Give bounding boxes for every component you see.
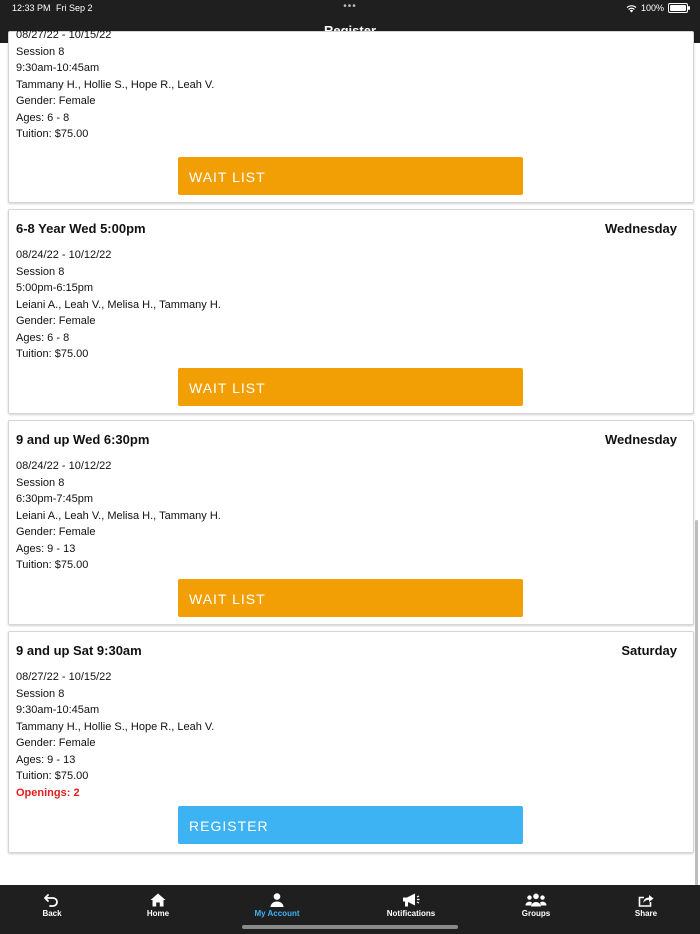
- class-session: Session 8: [16, 45, 65, 58]
- tab-label: Back: [42, 909, 62, 918]
- class-list[interactable]: [0, 29, 700, 885]
- class-gender: Gender: Female: [16, 526, 96, 538]
- class-tuition: Tuition: $75.00: [16, 770, 89, 782]
- class-details: [16, 669, 214, 801]
- tab-home[interactable]: [132, 885, 184, 934]
- status-date: Fri Sep 2: [56, 3, 93, 13]
- class-tuition: Tuition: $75.00: [16, 348, 89, 360]
- class-card: [8, 31, 694, 203]
- class-gender: Gender: Female: [16, 315, 96, 327]
- tab-label: Home: [146, 909, 170, 918]
- class-gender: Gender: Female: [16, 737, 96, 749]
- class-time: 6:30pm-7:45pm: [16, 493, 94, 505]
- home-indicator[interactable]: [242, 925, 458, 929]
- class-session: Session 8: [16, 265, 65, 278]
- class-time: 9:30am-10:45am: [16, 62, 100, 74]
- class-ages: Ages: 9 - 13: [16, 542, 76, 555]
- class-title: 9 and up Sat 9:30am: [16, 643, 142, 658]
- tab-share[interactable]: [620, 885, 672, 934]
- class-dates: 08/27/22 - 10/15/22: [16, 29, 112, 41]
- tab-label: My Account: [254, 909, 300, 918]
- class-instructors: Leiani A., Leah V., Melisa H., Tammany H.: [16, 298, 221, 311]
- wait-list-button[interactable]: WAIT LIST: [178, 579, 523, 617]
- class-instructors: Leiani A., Leah V., Melisa H., Tammany H.: [16, 509, 221, 522]
- groups-icon: [525, 893, 547, 907]
- user-icon: [269, 893, 285, 907]
- class-session: Session 8: [16, 476, 65, 489]
- tab-label: Notifications: [386, 909, 436, 918]
- status-time: 12:33 PM: [12, 3, 51, 13]
- megaphone-icon: [402, 893, 420, 907]
- class-details: [16, 247, 221, 363]
- battery-icon: [668, 3, 688, 13]
- wait-list-button[interactable]: WAIT LIST: [178, 157, 523, 195]
- tab-label: Groups: [521, 909, 551, 918]
- class-details: [16, 27, 214, 143]
- class-dates: 08/24/22 - 10/12/22: [16, 249, 112, 261]
- class-session: Session 8: [16, 687, 65, 700]
- multitasking-dots[interactable]: •••: [343, 1, 357, 12]
- status-right: [626, 3, 688, 13]
- class-instructors: Tammany H., Hollie S., Hope R., Leah V.: [16, 720, 215, 733]
- tab-groups[interactable]: [510, 885, 562, 934]
- class-card: [8, 209, 694, 414]
- class-gender: Gender: Female: [16, 95, 96, 107]
- class-dates: 08/24/22 - 10/12/22: [16, 460, 112, 472]
- class-details: [16, 458, 221, 574]
- class-ages: Ages: 9 - 13: [16, 753, 76, 766]
- tab-label: Share: [634, 909, 658, 918]
- class-tuition: Tuition: $75.00: [16, 128, 89, 140]
- class-tuition: Tuition: $75.00: [16, 559, 89, 571]
- class-card: [8, 631, 694, 853]
- openings-count: Openings: 2: [16, 786, 80, 799]
- class-time: 5:00pm-6:15pm: [16, 282, 94, 294]
- class-title: 9 and up Wed 6:30pm: [16, 432, 150, 447]
- class-time: 9:30am-10:45am: [16, 704, 100, 716]
- tab-back[interactable]: [26, 885, 78, 934]
- wait-list-button[interactable]: WAIT LIST: [178, 368, 523, 406]
- class-card: [8, 420, 694, 625]
- class-ages: Ages: 6 - 8: [16, 331, 70, 344]
- class-dates: 08/27/22 - 10/15/22: [16, 671, 112, 683]
- status-bar: [0, 0, 700, 17]
- class-day: Saturday: [621, 643, 677, 658]
- class-instructors: Tammany H., Hollie S., Hope R., Leah V.: [16, 78, 215, 91]
- class-day: Wednesday: [604, 221, 677, 236]
- class-day: Wednesday: [604, 432, 677, 447]
- back-icon: [44, 893, 60, 907]
- home-icon: [150, 893, 166, 907]
- wifi-icon: [626, 4, 637, 13]
- class-ages: Ages: 6 - 8: [16, 111, 70, 124]
- scrollbar[interactable]: [695, 520, 698, 926]
- share-icon: [638, 893, 654, 907]
- register-button[interactable]: REGISTER: [178, 806, 523, 844]
- battery-percent: 100%: [640, 3, 664, 13]
- class-title: 6-8 Year Wed 5:00pm: [16, 221, 146, 236]
